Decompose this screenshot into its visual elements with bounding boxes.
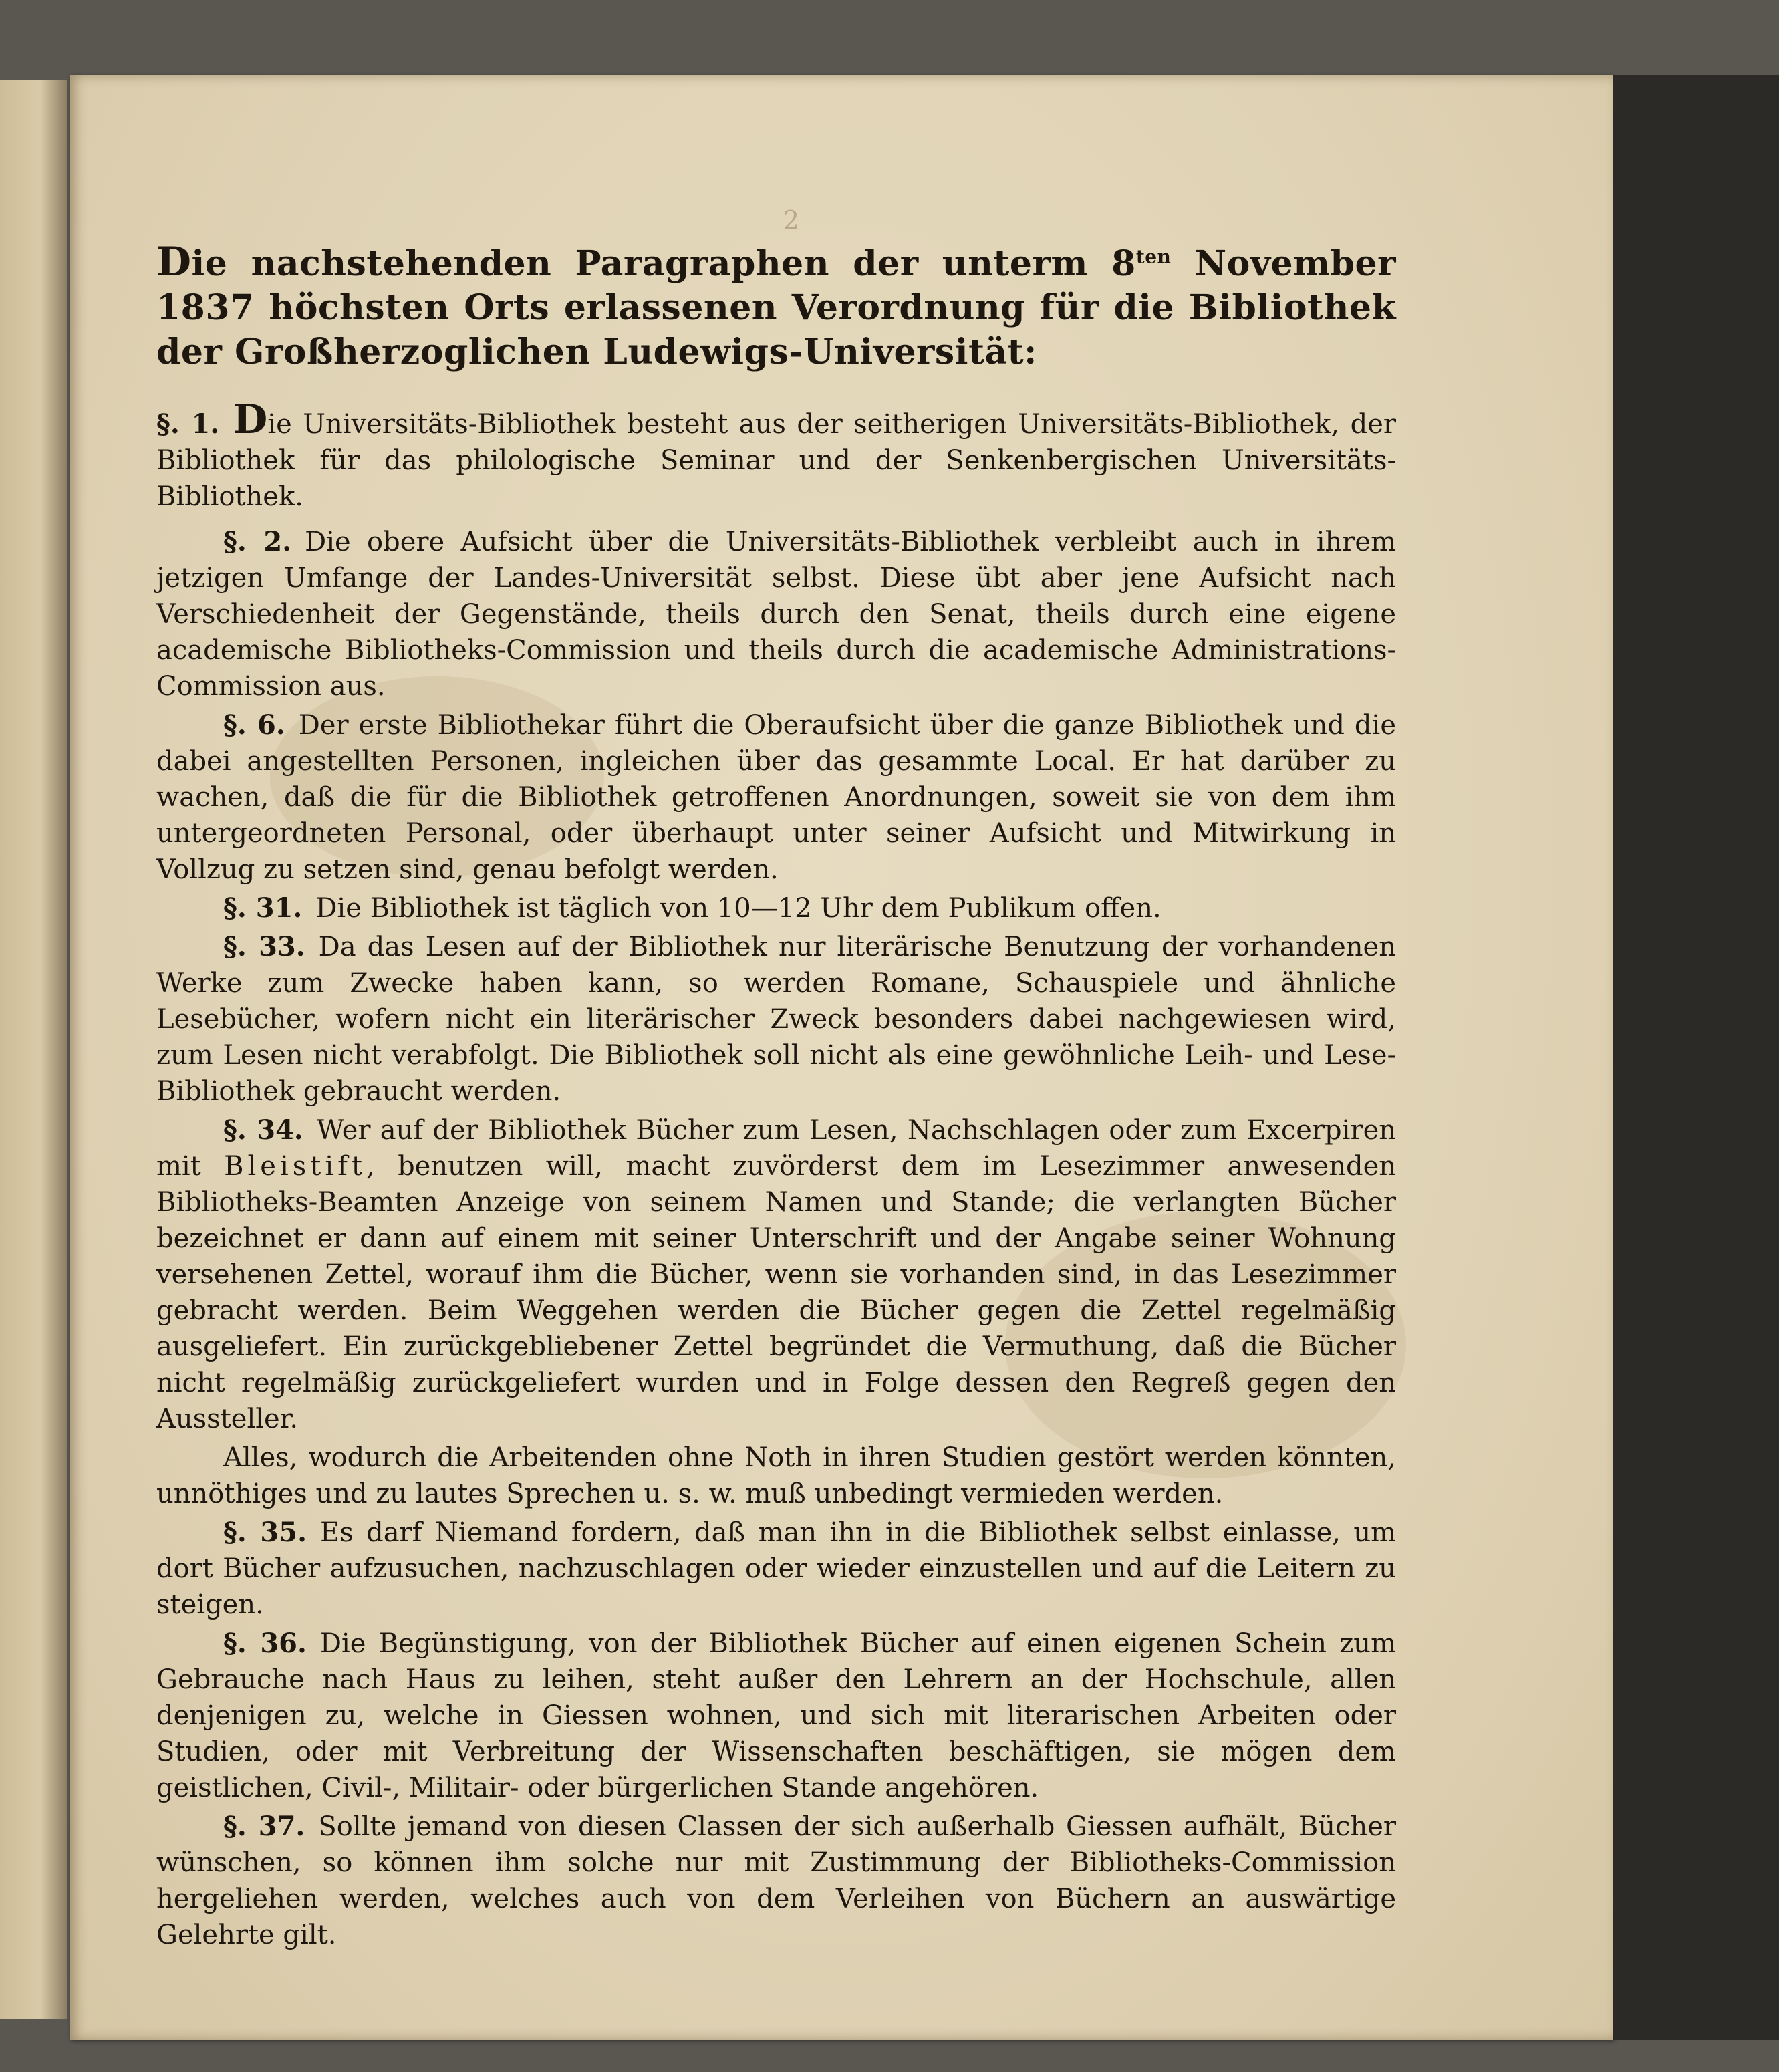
spaced-word: Bleistift — [224, 1151, 367, 1182]
paragraph-section-33 — [156, 929, 1396, 1110]
paragraph-text: Alles, wodurch die Arbeitenden ohne Noth in ihren Studien gestört werden könnten, unnöthiges und zu lautes Sprechen u. s. w. muß unbedingt vermieden werden. — [156, 1442, 1396, 1509]
section-number: §. 37. — [223, 1811, 305, 1842]
paragraph-text: Wer auf der Bibliothek Bücher zum Lesen, Nachschlagen oder zum Excerpiren mit — [156, 1115, 1396, 1182]
heading-initial: D — [156, 239, 192, 285]
paragraph-section-36 — [156, 1626, 1396, 1806]
page-number: 2 — [783, 205, 800, 235]
paragraph-section-37 — [156, 1809, 1396, 1953]
section-number: §. 2. — [223, 526, 292, 557]
scan-background — [1613, 75, 1779, 2040]
paragraph-section-34 — [156, 1112, 1396, 1437]
paragraph-text: Die Bibliothek ist täglich von 10—12 Uhr dem Publikum offen. — [315, 893, 1161, 924]
section-number: §. 6. — [223, 709, 285, 741]
paragraph-initial: D — [233, 396, 268, 443]
section-number: §. 35. — [223, 1517, 307, 1548]
paragraph-section-2 — [156, 524, 1396, 704]
paragraph-section-6 — [156, 707, 1396, 888]
paragraph-section-34-continued — [156, 1440, 1396, 1512]
section-number: §. 1. — [156, 408, 220, 440]
paragraph-section-35 — [156, 1515, 1396, 1623]
heading-superscript: ten — [1135, 245, 1172, 268]
section-number: §. 36. — [223, 1628, 307, 1659]
paragraph-text: Es darf Niemand fordern, daß man ihn in die Bibliothek selbst einlasse, um dort Bücher aufzusuchen, nachzuschlagen oder wieder einzustellen und auf die Leitern zu steigen. — [156, 1517, 1397, 1620]
paragraph-text: Die obere Aufsicht über die Universitäts-Bibliothek verbleibt auch in ihrem jetzigen Umfange der Landes-Universität selbst. Diese übt aber jene Aufsicht nach Verschiedenheit der Gegenstände, theils durch den Senat, theils durch eine eigene academische Bibliotheks-Commission und theils durch die academische Administrations-Commission aus. — [156, 527, 1397, 702]
page-heading — [156, 239, 1396, 374]
section-number: §. 31. — [223, 892, 303, 924]
section-number: §. 33. — [223, 931, 305, 962]
paragraph-text: Da das Lesen auf der Bibliothek nur literärische Benutzung der vorhandenen Werke zum Zwecke haben kann, so werden Romane, Schauspiele und ähnliche Lesebücher, wofern nicht ein literärischer Zweck besonders dabei nachgewiesen wird, zum Lesen nicht verabfolgt. Die Bibliothek soll nicht als eine gewöhnliche Leih- und Lese-Bibliothek gebraucht werden. — [156, 932, 1396, 1107]
heading-text-2: November 1837 höchsten Orts erlassenen Verordnung für die Bibliothek der Großherzoglichen Ludewigs-Universität: — [156, 243, 1396, 372]
paragraph-text: Der erste Bibliothekar führt die Oberaufsicht über die ganze Bibliothek und die dabei angestellten Personen, ingleichen über das gesammte Local. Er hat darüber zu wachen, daß die für die Bibliothek getroffenen Anordnungen, soweit sie von dem ihm untergeordneten Personal, oder überhaupt unter seiner Aufsicht und Mitwirkung in Vollzug zu setzen sind, genau befolgt werden. — [156, 710, 1396, 885]
left-page-edge — [0, 80, 67, 2019]
paragraph-text: Sollte jemand von diesen Classen der sich außerhalb Giessen aufhält, Bücher wünschen, so können ihm solche nur mit Zustimmung der Bibliotheks-Commission hergeliehen werden, welches auch von dem Verleihen von Büchern an auswärtige Gelehrte gilt. — [156, 1811, 1397, 1950]
paragraph-section-31 — [156, 890, 1396, 926]
section-number: §. 34. — [223, 1114, 303, 1146]
heading-text-1: ie nachstehenden Paragraphen der unterm 8 — [191, 243, 1136, 284]
paragraph-section-1 — [156, 396, 1396, 515]
document-page — [70, 75, 1613, 2040]
paragraph-text: , benutzen will, macht zuvörderst dem im Lesezimmer anwesenden Bibliotheks-Beamten Anzeige von seinem Namen und Stande; die verlangten Bücher bezeichnet er dann auf einem mit seiner Unterschrift und der Angabe seiner Wohnung versehenen Zettel, worauf ihm die Bücher, wenn sie vorhanden sind, in das Lesezimmer gebracht werden. Beim Weggehen werden die Bücher gegen die Zettel regelmäßig ausgeliefert. Ein zurückgebliebener Zettel begründet die Vermuthung, daß die Bücher nicht regelmäßig zurückgeliefert wurden und in Folge dessen den Regreß gegen den Aussteller. — [156, 1151, 1396, 1434]
paragraph-text: ie Universitäts-Bibliothek besteht aus der seitherigen Universitäts-Bibliothek, der Bibliothek für das philologische Seminar und der Senkenbergischen Universitäts-Bibliothek. — [156, 409, 1396, 512]
paragraph-text: Die Begünstigung, von der Bibliothek Bücher auf einen eigenen Schein zum Gebrauche nach Haus zu leihen, steht außer den Lehrern an der Hochschule, allen denjenigen zu, welche in Giessen wohnen, und sich mit literarischen Arbeiten oder Studien, oder mit Verbreitung der Wissenschaften beschäftigen, sie mögen dem geistlichen, Civil-, Militair- oder bürgerlichen Stande angehören. — [156, 1628, 1396, 1803]
text-block — [156, 239, 1397, 1956]
